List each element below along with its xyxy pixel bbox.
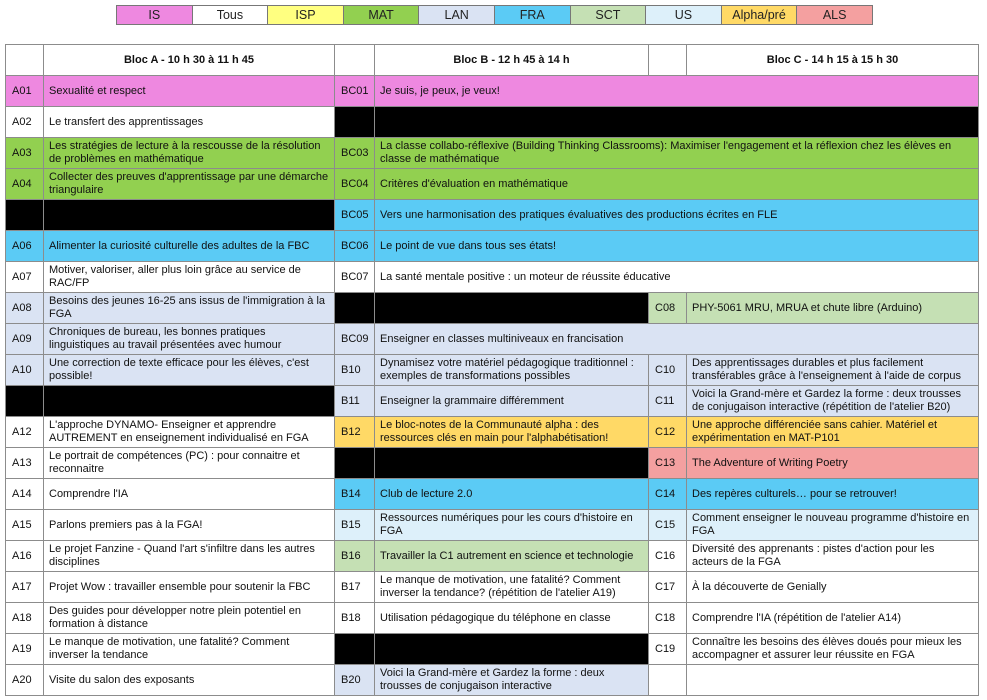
header-row — [6, 45, 979, 76]
schedule-body — [6, 76, 979, 696]
session-title: PHY-5061 MRU, MRUA et chute libre (Arduino) — [687, 293, 979, 324]
session-title — [687, 665, 979, 696]
session-code — [335, 107, 375, 138]
session-code: B12 — [335, 417, 375, 448]
session-title: Je suis, je peux, je veux! — [375, 76, 979, 107]
session-title: Comment enseigner le nouveau programme d'histoire en FGA — [687, 510, 979, 541]
session-code — [649, 665, 687, 696]
legend-item-alpha-pr: Alpha/pré — [722, 6, 798, 24]
session-code: BC03 — [335, 138, 375, 169]
session-title — [375, 634, 649, 665]
session-code — [335, 293, 375, 324]
table-row — [6, 479, 979, 510]
session-code: A02 — [6, 107, 44, 138]
session-code: B18 — [335, 603, 375, 634]
session-code: C13 — [649, 448, 687, 479]
legend-item-als: ALS — [797, 6, 872, 24]
session-code: A13 — [6, 448, 44, 479]
session-title: Collecter des preuves d'apprentissage par une démarche triangulaire — [44, 169, 335, 200]
session-title: Ressources numériques pour les cours d'histoire en FGA — [375, 510, 649, 541]
header-bloc-b: Bloc B - 12 h 45 à 14 h — [375, 45, 649, 76]
session-code: A10 — [6, 355, 44, 386]
session-title: Le manque de motivation, une fatalité? Comment inverser la tendance — [44, 634, 335, 665]
session-title: Sexualité et respect — [44, 76, 335, 107]
session-code: BC06 — [335, 231, 375, 262]
session-code: A12 — [6, 417, 44, 448]
session-title: Dynamisez votre matériel pédagogique traditionnel : exemples de transformations possibles — [375, 355, 649, 386]
session-title: Critères d'évaluation en mathématique — [375, 169, 979, 200]
session-title — [44, 200, 335, 231]
session-code: C16 — [649, 541, 687, 572]
category-legend — [116, 5, 873, 25]
session-code: A19 — [6, 634, 44, 665]
session-title — [375, 293, 649, 324]
session-title: Motiver, valoriser, aller plus loin grâce au service de RAC/FP — [44, 262, 335, 293]
header-empty-cell — [6, 45, 44, 76]
session-code: C18 — [649, 603, 687, 634]
session-title: Des repères culturels… pour se retrouver! — [687, 479, 979, 510]
legend-item-sct: SCT — [571, 6, 647, 24]
session-code: C14 — [649, 479, 687, 510]
session-title: Travailler la C1 autrement en science et technologie — [375, 541, 649, 572]
session-title: Le bloc-notes de la Communauté alpha : des ressources clés en main pour l'alphabétisation! — [375, 417, 649, 448]
session-code — [335, 448, 375, 479]
session-code: C17 — [649, 572, 687, 603]
table-row — [6, 572, 979, 603]
session-code: BC07 — [335, 262, 375, 293]
session-code — [6, 386, 44, 417]
session-title: Voici la Grand-mère et Gardez la forme : deux trousses de conjugaison interactive (répétition de l'atelier B20) — [687, 386, 979, 417]
session-title — [375, 448, 649, 479]
session-title: Le manque de motivation, une fatalité? Comment inverser la tendance? (répétition de l'atelier A19) — [375, 572, 649, 603]
session-title: Chroniques de bureau, les bonnes pratiques linguistiques au travail présentées avec humour — [44, 324, 335, 355]
session-code: B15 — [335, 510, 375, 541]
session-code: B11 — [335, 386, 375, 417]
session-code: A07 — [6, 262, 44, 293]
session-title: Enseigner en classes multiniveaux en francisation — [375, 324, 979, 355]
session-code — [6, 200, 44, 231]
table-row — [6, 448, 979, 479]
session-code: A08 — [6, 293, 44, 324]
session-title: Visite du salon des exposants — [44, 665, 335, 696]
header-bloc-c: Bloc C - 14 h 15 à 15 h 30 — [687, 45, 979, 76]
table-row — [6, 138, 979, 169]
session-title: La santé mentale positive : un moteur de réussite éducative — [375, 262, 979, 293]
legend-item-fra: FRA — [495, 6, 571, 24]
session-code: A16 — [6, 541, 44, 572]
session-title: Club de lecture 2.0 — [375, 479, 649, 510]
table-row — [6, 293, 979, 324]
legend-item-tous: Tous — [193, 6, 269, 24]
session-title: Diversité des apprenants : pistes d'action pour les acteurs de la FGA — [687, 541, 979, 572]
table-row — [6, 386, 979, 417]
legend-item-is: IS — [117, 6, 193, 24]
session-title: Comprendre l'IA (répétition de l'atelier A14) — [687, 603, 979, 634]
session-title: La classe collabo-réflexive (Building Thinking Classrooms): Maximiser l'engagement et la réflexion chez les élèves en classe de mathématique — [375, 138, 979, 169]
header-empty-cell — [649, 45, 687, 76]
table-row — [6, 603, 979, 634]
session-title: Utilisation pédagogique du téléphone en classe — [375, 603, 649, 634]
table-row — [6, 417, 979, 448]
session-title: The Adventure of Writing Poetry — [687, 448, 979, 479]
session-code: A06 — [6, 231, 44, 262]
session-title: Le transfert des apprentissages — [44, 107, 335, 138]
session-title: Connaître les besoins des élèves doués pour mieux les accompagner et assurer leur réussite en FGA — [687, 634, 979, 665]
session-code — [335, 634, 375, 665]
session-code: C19 — [649, 634, 687, 665]
session-code: A17 — [6, 572, 44, 603]
session-title: Le point de vue dans tous ses états! — [375, 231, 979, 262]
session-title: Des guides pour développer notre plein potentiel en formation à distance — [44, 603, 335, 634]
session-code: A03 — [6, 138, 44, 169]
session-title: Le portrait de compétences (PC) : pour connaitre et reconnaitre — [44, 448, 335, 479]
table-row — [6, 324, 979, 355]
header-bloc-a: Bloc A - 10 h 30 à 11 h 45 — [44, 45, 335, 76]
table-row — [6, 231, 979, 262]
session-title: Des apprentissages durables et plus facilement transférables grâce à l'enseignement à l'aide de corpus — [687, 355, 979, 386]
session-title: Vers une harmonisation des pratiques évaluatives des productions écrites en FLE — [375, 200, 979, 231]
table-row — [6, 355, 979, 386]
session-title: Une approche différenciée sans cahier. Matériel et expérimentation en MAT-P101 — [687, 417, 979, 448]
table-row — [6, 541, 979, 572]
session-title: Parlons premiers pas à la FGA! — [44, 510, 335, 541]
session-code: C08 — [649, 293, 687, 324]
session-title: Alimenter la curiosité culturelle des adultes de la FBC — [44, 231, 335, 262]
table-row — [6, 200, 979, 231]
session-code: A20 — [6, 665, 44, 696]
session-title — [375, 107, 979, 138]
header-empty-cell — [335, 45, 375, 76]
workshop-schedule-table — [5, 44, 979, 696]
session-title: À la découverte de Genially — [687, 572, 979, 603]
session-title: Besoins des jeunes 16-25 ans issus de l'immigration à la FGA — [44, 293, 335, 324]
session-code: BC09 — [335, 324, 375, 355]
session-title — [44, 386, 335, 417]
session-title: Voici la Grand-mère et Gardez la forme : deux trousses de conjugaison interactive — [375, 665, 649, 696]
session-title: Comprendre l'IA — [44, 479, 335, 510]
table-row — [6, 510, 979, 541]
session-title: L'approche DYNAMO- Enseigner et apprendre AUTREMENT en enseignement individualisé en FGA — [44, 417, 335, 448]
table-row — [6, 169, 979, 200]
session-code: B20 — [335, 665, 375, 696]
session-code: B17 — [335, 572, 375, 603]
session-code: BC04 — [335, 169, 375, 200]
session-title: Enseigner la grammaire différemment — [375, 386, 649, 417]
table-row — [6, 665, 979, 696]
session-code: C15 — [649, 510, 687, 541]
session-code: B16 — [335, 541, 375, 572]
session-code: C11 — [649, 386, 687, 417]
legend-item-us: US — [646, 6, 722, 24]
session-code: B14 — [335, 479, 375, 510]
session-code: A09 — [6, 324, 44, 355]
legend-item-mat: MAT — [344, 6, 420, 24]
session-code: C12 — [649, 417, 687, 448]
session-title: Une correction de texte efficace pour les élèves, c'est possible! — [44, 355, 335, 386]
session-code: A04 — [6, 169, 44, 200]
session-code: A01 — [6, 76, 44, 107]
session-code: A14 — [6, 479, 44, 510]
session-code: C10 — [649, 355, 687, 386]
legend-item-isp: ISP — [268, 6, 344, 24]
session-code: B10 — [335, 355, 375, 386]
table-row — [6, 634, 979, 665]
table-row — [6, 76, 979, 107]
session-code: BC05 — [335, 200, 375, 231]
session-code: BC01 — [335, 76, 375, 107]
session-code: A18 — [6, 603, 44, 634]
session-code: A15 — [6, 510, 44, 541]
legend-item-lan: LAN — [419, 6, 495, 24]
session-title: Le projet Fanzine - Quand l'art s'infiltre dans les autres disciplines — [44, 541, 335, 572]
session-title: Projet Wow : travailler ensemble pour soutenir la FBC — [44, 572, 335, 603]
table-row — [6, 107, 979, 138]
table-row — [6, 262, 979, 293]
session-title: Les stratégies de lecture à la rescousse de la résolution de problèmes en mathématique — [44, 138, 335, 169]
